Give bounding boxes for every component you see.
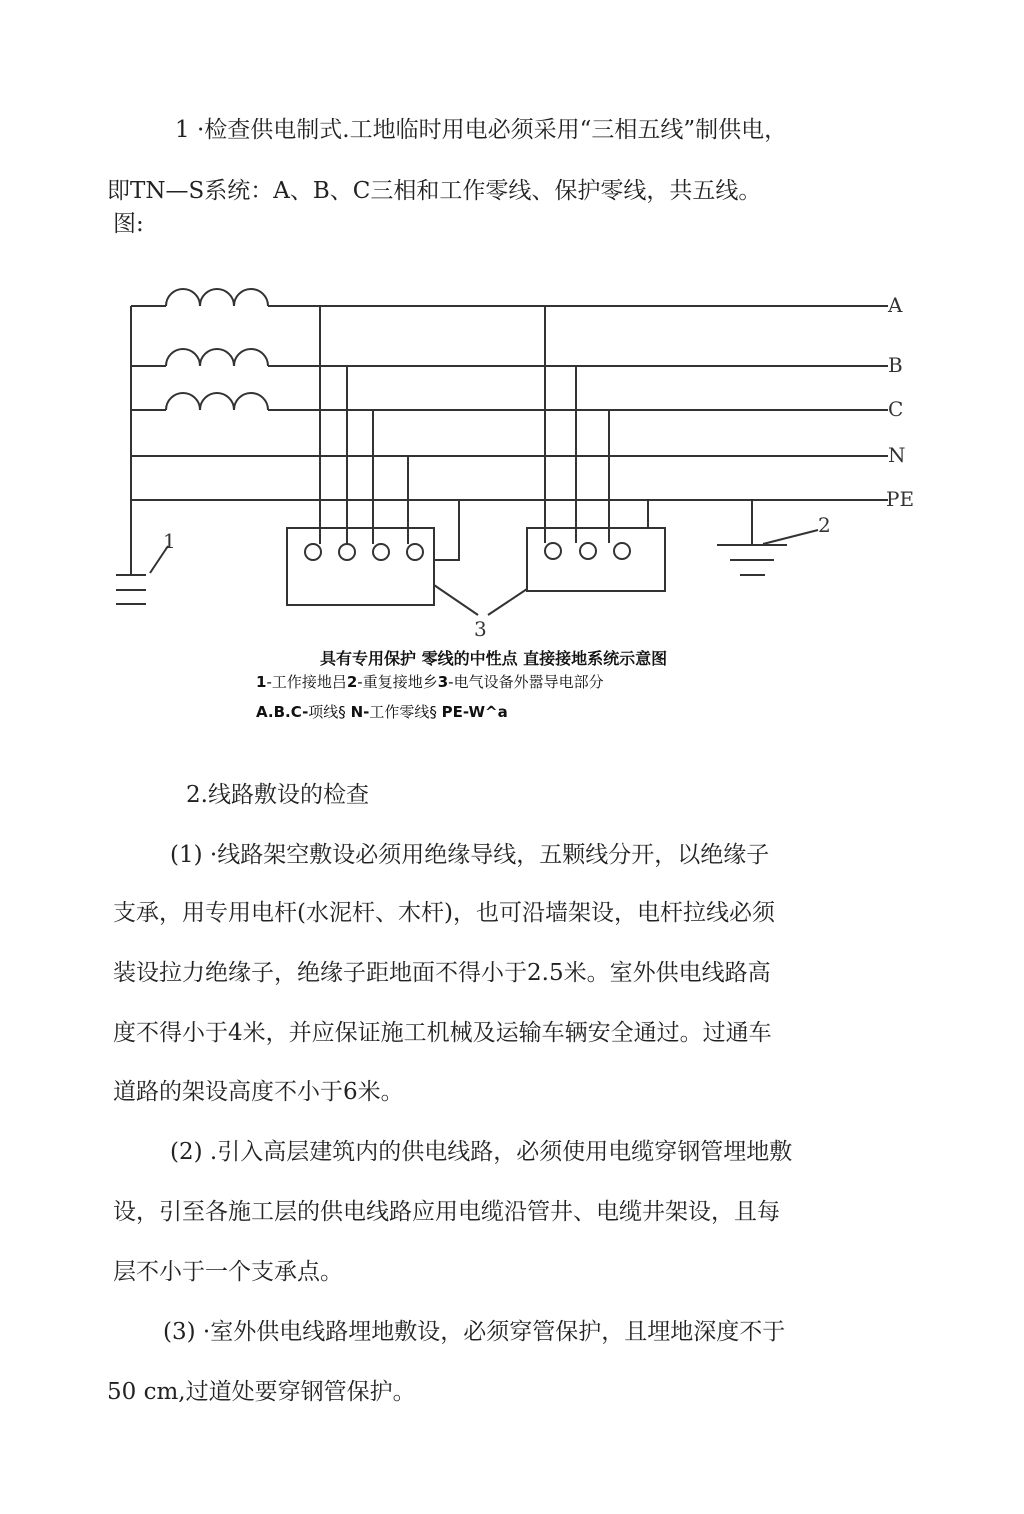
coil-a — [166, 289, 268, 306]
section-2-1-line-3: 装设拉力绝缘子，绝缘子距地面不得小于2.5米。室外供电线路高 — [113, 960, 771, 986]
section-2-1-line-5: 道路的架设高度不小于6米。 — [113, 1079, 404, 1105]
diagram-legend-line-2: A.B.C-项线§ N-工作零线§ PE-W^a — [256, 703, 508, 721]
diagram-caption-title: 具有专用保护 零线的中性点 直接接地系统示意图 — [320, 649, 668, 668]
label-pe: PE — [886, 487, 915, 511]
tn-s-system-diagram — [0, 270, 1024, 640]
section-2-1-line-2: 支承，用专用电杆(水泥杆、木杆)，也可沿墙架设，电杆拉线必须 — [113, 900, 775, 926]
equipment-box-2 — [527, 528, 665, 591]
marker-3: 3 — [474, 617, 487, 640]
diagram-legend-line-1: 1-工作接地吕2-重复接地乡3-电气设备外嚣导电部分 — [256, 673, 604, 691]
label-n: N — [888, 443, 906, 467]
label-b: B — [888, 353, 903, 377]
section-2-2-line-2: 设，引至各施工层的供电线路应用电缆沿管井、电缆井架设，且每 — [113, 1199, 780, 1225]
marker-1: 1 — [163, 529, 176, 553]
label-a: A — [888, 293, 903, 317]
coil-c — [166, 393, 268, 410]
section-2-1-line-4: 度不得小于4米，并应保证施工机械及运输车辆安全通过。过通车 — [113, 1020, 772, 1046]
label-c: C — [888, 397, 904, 421]
para-1-line-2: 即TN—S系统：A、B、C三相和工作零线、保护零线，共五线。 — [107, 178, 762, 204]
marker-2: 2 — [818, 513, 831, 537]
section-2-2-line-3: 层不小于一个支承点。 — [113, 1259, 343, 1285]
section-2-1-line-1: (1) ·线路架空敷设必须用绝缘导线，五颗线分开，以绝缘子 — [170, 842, 770, 868]
para-1-line-3: 图: — [113, 211, 144, 237]
coil-b — [166, 349, 268, 366]
para-1-line-1: 1 ·检查供电制式.工地临时用电必须采用“三相五线”制供电， — [175, 117, 788, 143]
section-2-2-line-1: (2) .引入高层建筑内的供电线路，必须使用电缆穿钢管埋地敷 — [170, 1139, 793, 1165]
section-2-3-line-2: 50 cm,过道处要穿钢管保护。 — [107, 1379, 416, 1405]
section-2-3-line-1: (3) ·室外供电线路埋地敷设，必须穿管保护，且埋地深度不于 — [163, 1319, 786, 1345]
equipment-box-1 — [287, 528, 434, 605]
section-2-heading: 2.线路敷设的检查 — [186, 782, 369, 808]
